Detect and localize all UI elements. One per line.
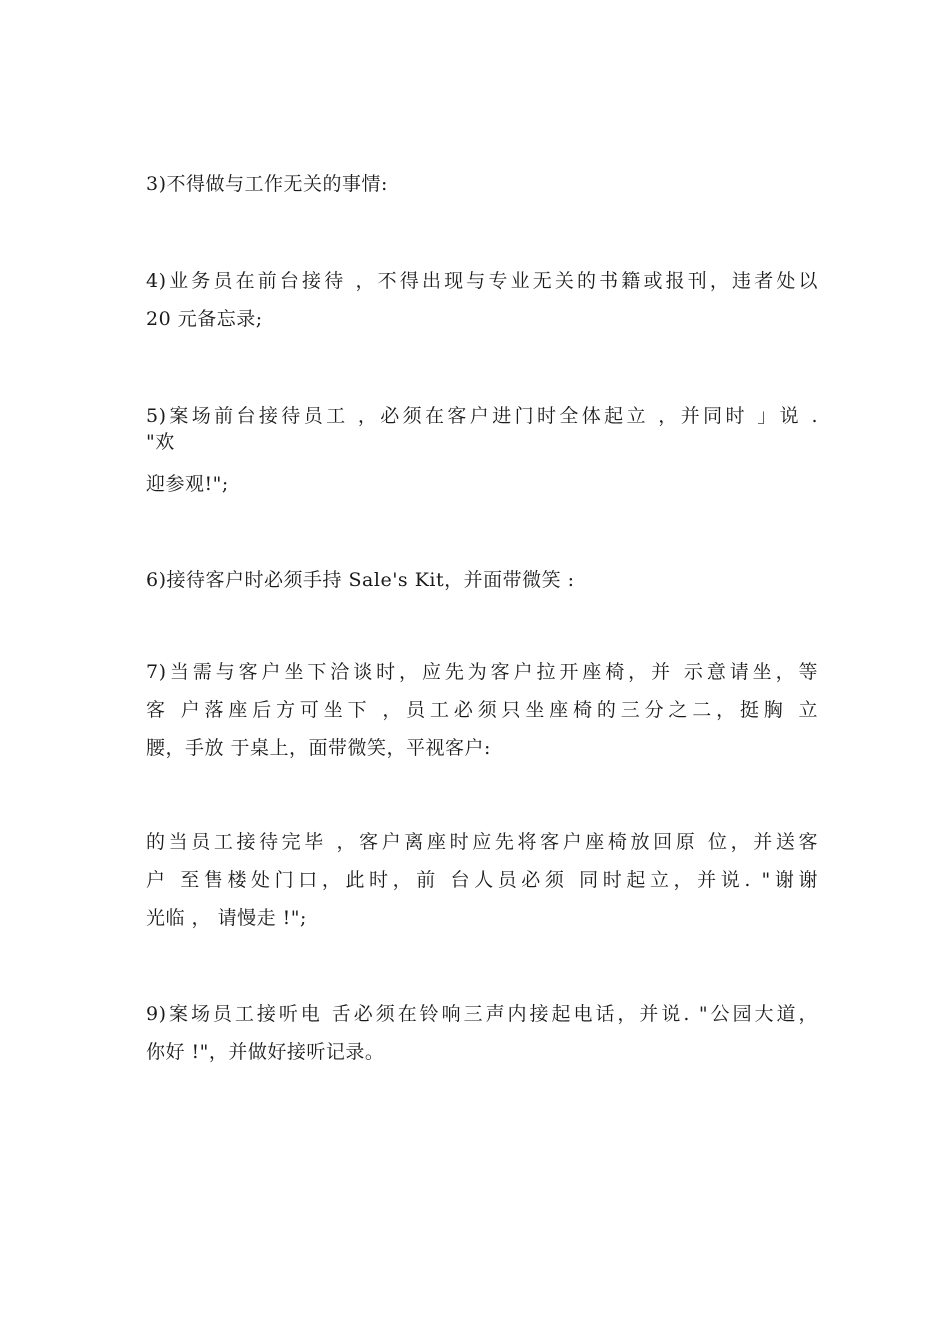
text-line: 5)案场前台接待员工 ，必须在客户进门时全体起立 ，并同时 」说 . <box>146 405 818 427</box>
text-line: 客 户落座后方可坐下 ，员工必须只坐座椅的三分之二，挺胸 立 <box>146 699 818 721</box>
paragraph-rule-4 <box>146 262 818 338</box>
paragraph-rule-7 <box>146 653 818 767</box>
paragraph-rule-8 <box>146 823 818 937</box>
paragraph-rule-5 <box>146 403 818 503</box>
text-line: 迎参观!"; <box>146 473 229 495</box>
paragraph-rule-9 <box>146 995 818 1071</box>
paragraph-rule-6 <box>146 561 818 599</box>
text-line: 户 至售楼处门口，此时，前 台人员必须 同时起立，并说. "谢谢 <box>146 869 818 891</box>
paragraph-rule-3 <box>146 165 818 203</box>
text-line: 7)当需与客户坐下洽谈时，应先为客户拉开座椅，并 示意请坐，等 <box>146 661 818 683</box>
text-line: "欢 <box>146 431 175 453</box>
text-line: 光临 ， 请慢走 !"; <box>146 907 307 929</box>
text-line: 20 元备忘录; <box>146 308 263 330</box>
text-line: 6)接待客户时必须手持 Sale's Kit，并面带微笑 : <box>146 569 575 591</box>
text-line: 9)案场员工接听电 舌必须在铃响三声内接起电话，并说. "公园大道， <box>146 1003 818 1025</box>
text-line: 3)不得做与工作无关的事情: <box>146 173 388 195</box>
text-line: 的当员工接待完毕 ，客户离座时应先将客户座椅放回原 位，并送客 <box>146 831 818 853</box>
text-line: 4)业务员在前台接待 ，不得出现与专业无关的书籍或报刊，违者处以 <box>146 270 818 292</box>
text-line: 你好 !"，并做好接听记录。 <box>146 1041 385 1063</box>
text-line: 腰，手放 于桌上，面带微笑，平视客户: <box>146 737 491 759</box>
